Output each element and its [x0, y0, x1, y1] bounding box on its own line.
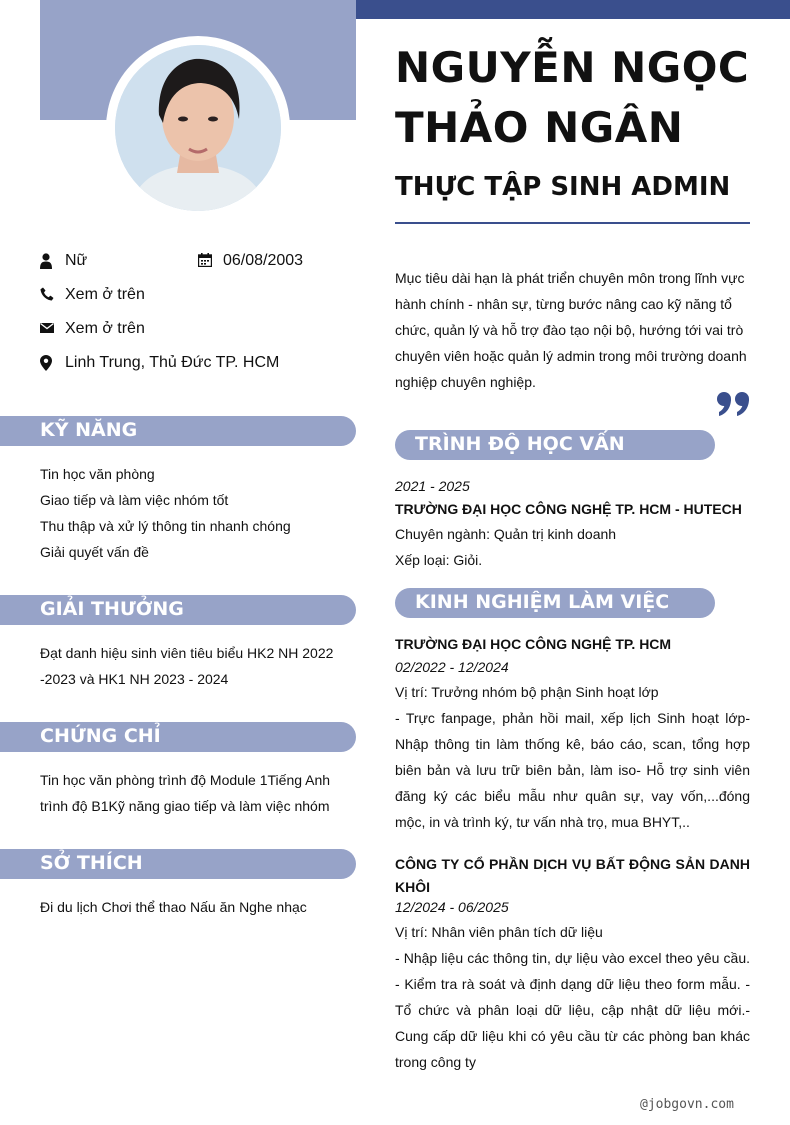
dob-row [198, 252, 303, 270]
phone-icon [40, 287, 54, 303]
education-title: TRÌNH ĐỘ HỌC VẤN [415, 433, 625, 455]
education-period: 2021 - 2025 [395, 478, 470, 494]
education-grade: Xếp loại: Giỏi. [395, 552, 483, 568]
title-divider [395, 222, 750, 224]
map-pin-icon [40, 355, 54, 371]
awards-text: Đạt danh hiệu sinh viên tiêu biểu HK2 NH 2022 -2023 và HK1 NH 2023 - 2024 [40, 645, 334, 687]
hobbies-header [0, 849, 356, 879]
profile-photo [115, 45, 281, 211]
skills-list [40, 461, 340, 565]
awards-title: GIẢI THƯỞNG [40, 598, 184, 620]
hobbies-title: SỞ THÍCH [40, 852, 143, 874]
skills-header [0, 416, 356, 446]
email-row [40, 320, 145, 338]
top-accent-bar [356, 0, 790, 19]
certificates-header [0, 722, 356, 752]
list-item: Giải quyết vấn đề [40, 544, 149, 560]
calendar-icon [198, 253, 212, 269]
job-description: - Nhập liệu các thông tin, dự liệu vào excel theo yêu cầu. - Kiểm tra rà soát và định dạng dữ liệu theo form mẫu. - Tổ chức và phân loại dữ liệu, cập nhật dữ liệu mới.- Cung cấp dữ liệu khi có yêu cầu từ các phòng ban khác trong công ty [395, 950, 750, 1070]
gender-row [40, 252, 87, 270]
job-period: 02/2022 - 12/2024 [395, 659, 509, 675]
list-item: Tin học văn phòng [40, 466, 155, 482]
education-header [395, 430, 715, 460]
certificates-title: CHỨNG CHỈ [40, 725, 161, 747]
quote-icon [716, 390, 752, 418]
job-organization: CÔNG TY CỔ PHẦN DỊCH VỤ BẤT ĐỘNG SẢN DANH KHÔI [395, 856, 750, 895]
address-row [40, 354, 279, 372]
envelope-icon [40, 321, 54, 337]
skills-title: KỸ NĂNG [40, 419, 138, 441]
list-item: Thu thập và xử lý thông tin nhanh chóng [40, 518, 291, 534]
address-value: Linh Trung, Thủ Đức TP. HCM [65, 354, 280, 371]
job-position: Vị trí: Nhân viên phân tích dữ liệu [395, 924, 603, 940]
hobbies-text: Đi du lịch Chơi thể thao Nấu ăn Nghe nhạc [40, 899, 307, 915]
footer-watermark: @jobgovn.com [640, 1097, 734, 1112]
education-major: Chuyên ngành: Quản trị kinh doanh [395, 526, 617, 542]
job-position: Vị trí: Trưởng nhóm bộ phận Sinh hoạt lớp [395, 684, 659, 700]
job-description: - Trực fanpage, phản hồi mail, xếp lịch Sinh hoạt lớp- Nhập thông tin làm thống kê, báo cáo, scan, tổng hợp biên bản và lưu trữ biên bản, làm iso- Hỗ trợ sinh viên đăng ký các biểu mẫu như quân sự, vay vốn,...đóng mộc, in và trình ký, tư vấn nhà trọ, mua BHYT,.. [395, 710, 750, 830]
email-value: Xem ở trên [65, 320, 145, 337]
certificates-text: Tin học văn phòng trình độ Module 1Tiếng Anh trình độ B1Kỹ năng giao tiếp và làm việc nhóm [40, 772, 331, 814]
awards-header [0, 595, 356, 625]
candidate-name: NGUYỄN NGỌC THẢO NGÂN [395, 43, 750, 152]
gender-value: Nữ [65, 252, 88, 269]
experience-title: KINH NGHIỆM LÀM VIỆC [415, 591, 670, 613]
education-school: TRƯỜNG ĐẠI HỌC CÔNG NGHỆ TP. HCM - HUTECH [395, 501, 742, 517]
phone-value: Xem ở trên [65, 286, 145, 303]
job-period: 12/2024 - 06/2025 [395, 899, 509, 915]
job-organization: TRƯỜNG ĐẠI HỌC CÔNG NGHỆ TP. HCM [395, 636, 672, 652]
phone-row [40, 286, 145, 304]
list-item: Giao tiếp và làm việc nhóm tốt [40, 492, 229, 508]
experience-header [395, 588, 715, 618]
job-title: THỰC TẬP SINH ADMIN [395, 172, 731, 202]
career-objective: Mục tiêu dài hạn là phát triển chuyên môn trong lĩnh vực hành chính - nhân sự, từng bước nâng cao kỹ năng tổ chức, quản lý và hỗ trợ đào tạo nội bộ, hướng tới vai trò chuyên viên hoặc quản lý admin trong môi trường doanh nghiệp chuyên nghiệp. [395, 270, 747, 390]
dob-value: 06/08/2003 [223, 252, 304, 269]
user-icon [40, 253, 54, 269]
